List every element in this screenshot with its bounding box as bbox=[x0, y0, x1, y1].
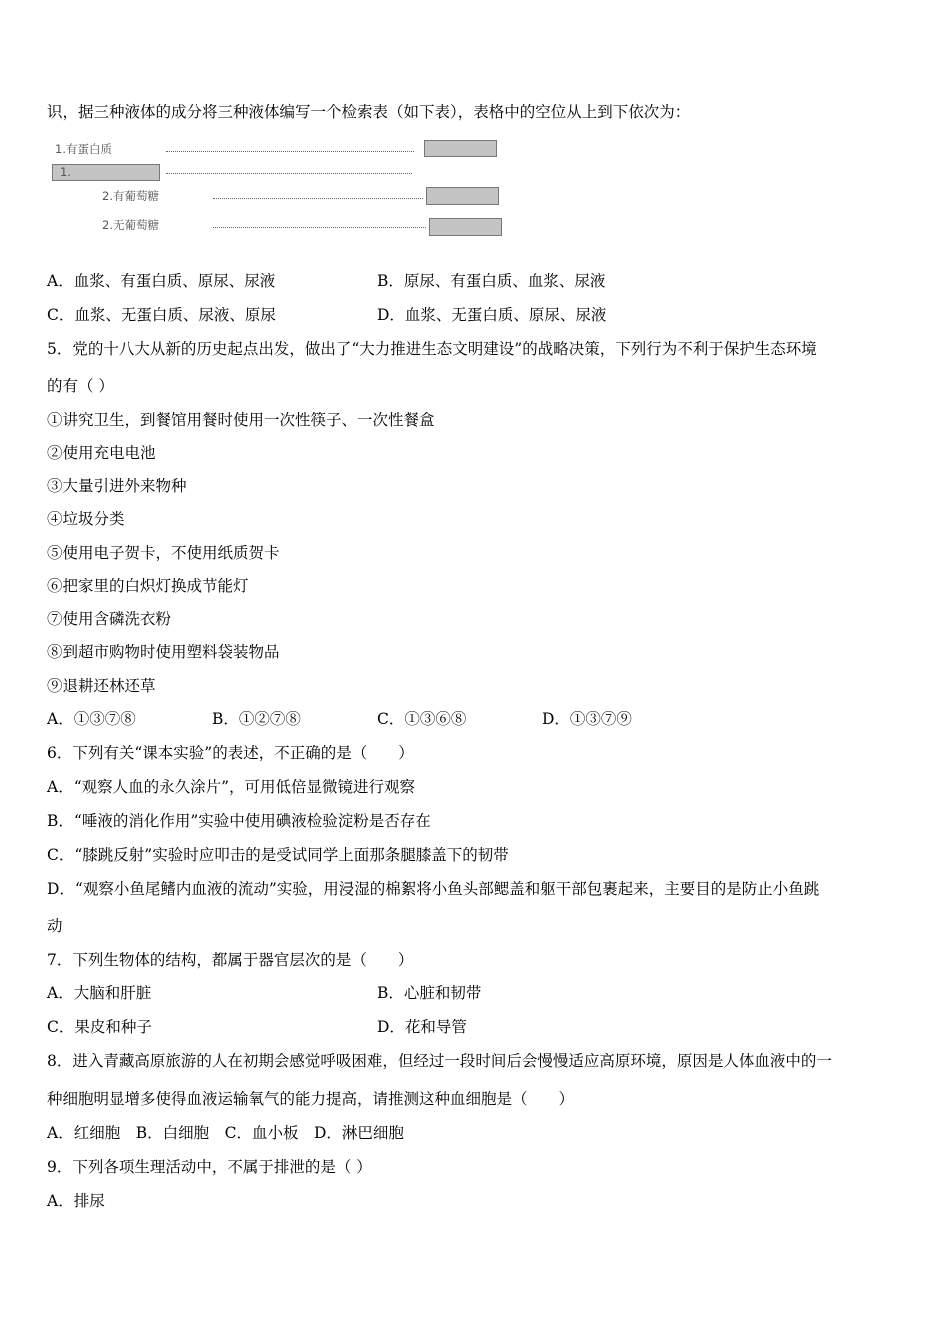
q5-option-a: A．①③⑦⑧ bbox=[47, 710, 136, 728]
q5-stem-line1: 5．党的十八大从新的历史起点出发，做出了“大力推进生态文明建设”的战略决策，下列行为不利于保护生态环境 bbox=[47, 340, 817, 358]
q5-option-c: C．①③⑥⑧ bbox=[377, 710, 467, 728]
q4-option-d: D．血浆、无蛋白质、原尿、尿液 bbox=[377, 306, 607, 324]
q6-option-b: B．“唾液的消化作用”实验中使用碘液检验淀粉是否存在 bbox=[47, 812, 431, 830]
q7-option-c: C．果皮和种子 bbox=[47, 1018, 152, 1036]
q9-option-a: A．排尿 bbox=[47, 1192, 105, 1210]
key-blank-box-3 bbox=[426, 187, 499, 205]
q5-option-d: D．①③⑦⑨ bbox=[542, 710, 632, 728]
q5-item: ⑨退耕还林还草 bbox=[47, 677, 156, 695]
key-row-2-label: 1. bbox=[60, 165, 71, 179]
q7-option-d: D．花和导管 bbox=[377, 1018, 467, 1036]
q5-item: ④垃圾分类 bbox=[47, 510, 125, 528]
q7-option-a: A．大脑和肝脏 bbox=[47, 984, 152, 1002]
q6-option-d-line2: 动 bbox=[47, 917, 63, 935]
key-row-3-dots bbox=[213, 198, 423, 199]
q5-item: ③大量引进外来物种 bbox=[47, 477, 187, 495]
q5-item: ⑦使用含磷洗衣粉 bbox=[47, 610, 172, 628]
q5-item: ②使用充电电池 bbox=[47, 444, 156, 462]
q5-option-b: B．①②⑦⑧ bbox=[212, 710, 301, 728]
q5-item: ⑧到超市购物时使用塑料袋装物品 bbox=[47, 643, 280, 661]
key-row-3-label: 2.有葡萄糖 bbox=[102, 189, 159, 203]
key-row-4-dots bbox=[213, 227, 426, 228]
q7-stem: 7．下列生物体的结构，都属于器官层次的是（ ） bbox=[47, 951, 414, 969]
q8-stem-line2: 种细胞明显增多使得血液运输氧气的能力提高，请推测这种血细胞是（ ） bbox=[47, 1090, 575, 1108]
q5-item: ⑤使用电子贺卡，不使用纸质贺卡 bbox=[47, 544, 280, 562]
q4-option-b: B．原尿、有蛋白质、血浆、尿液 bbox=[377, 272, 606, 290]
q6-option-d-line1: D．“观察小鱼尾鳍内血液的流动”实验，用浸湿的棉絮将小鱼头部鳃盖和躯干部包裹起来，主要目的是防止小鱼跳 bbox=[47, 880, 820, 898]
q4-option-c: C．血浆、无蛋白质、尿液、原尿 bbox=[47, 306, 276, 324]
q6-option-c: C．“膝跳反射”实验时应叩击的是受试同学上面那条腿膝盖下的韧带 bbox=[47, 846, 509, 864]
key-row-4-label: 2.无葡萄糖 bbox=[102, 218, 159, 232]
q5-item: ⑥把家里的白炽灯换成节能灯 bbox=[47, 577, 249, 595]
q9-stem: 9．下列各项生理活动中，不属于排泄的是（ ） bbox=[47, 1158, 372, 1176]
key-row-2-dots bbox=[166, 173, 412, 174]
key-row-1-dots bbox=[166, 151, 414, 152]
q8-options: A．红细胞 B．白细胞 C．血小板 D．淋巴细胞 bbox=[47, 1124, 404, 1142]
q5-stem-line2: 的有（ ） bbox=[47, 377, 114, 395]
q4-option-a: A．血浆、有蛋白质、原尿、尿液 bbox=[47, 272, 276, 290]
q8-stem-line1: 8．进入青藏高原旅游的人在初期会感觉呼吸困难，但经过一段时间后会慢慢适应高原环境，原因是人体血液中的一 bbox=[47, 1052, 832, 1070]
intro-text: 识，据三种液体的成分将三种液体编写一个检索表（如下表），表格中的空位从上到下依次为： bbox=[47, 103, 691, 121]
q6-stem: 6．下列有关“课本实验”的表述，不正确的是（ ） bbox=[47, 744, 414, 762]
key-row-1-label: 1.有蛋白质 bbox=[55, 142, 112, 156]
q5-item: ①讲究卫生，到餐馆用餐时使用一次性筷子、一次性餐盒 bbox=[47, 411, 435, 429]
key-blank-box-4 bbox=[429, 218, 502, 236]
q6-option-a: A．“观察人血的永久涂片”，可用低倍显微镜进行观察 bbox=[47, 778, 416, 796]
q7-option-b: B．心脏和韧带 bbox=[377, 984, 482, 1002]
key-blank-box-1 bbox=[424, 140, 497, 157]
